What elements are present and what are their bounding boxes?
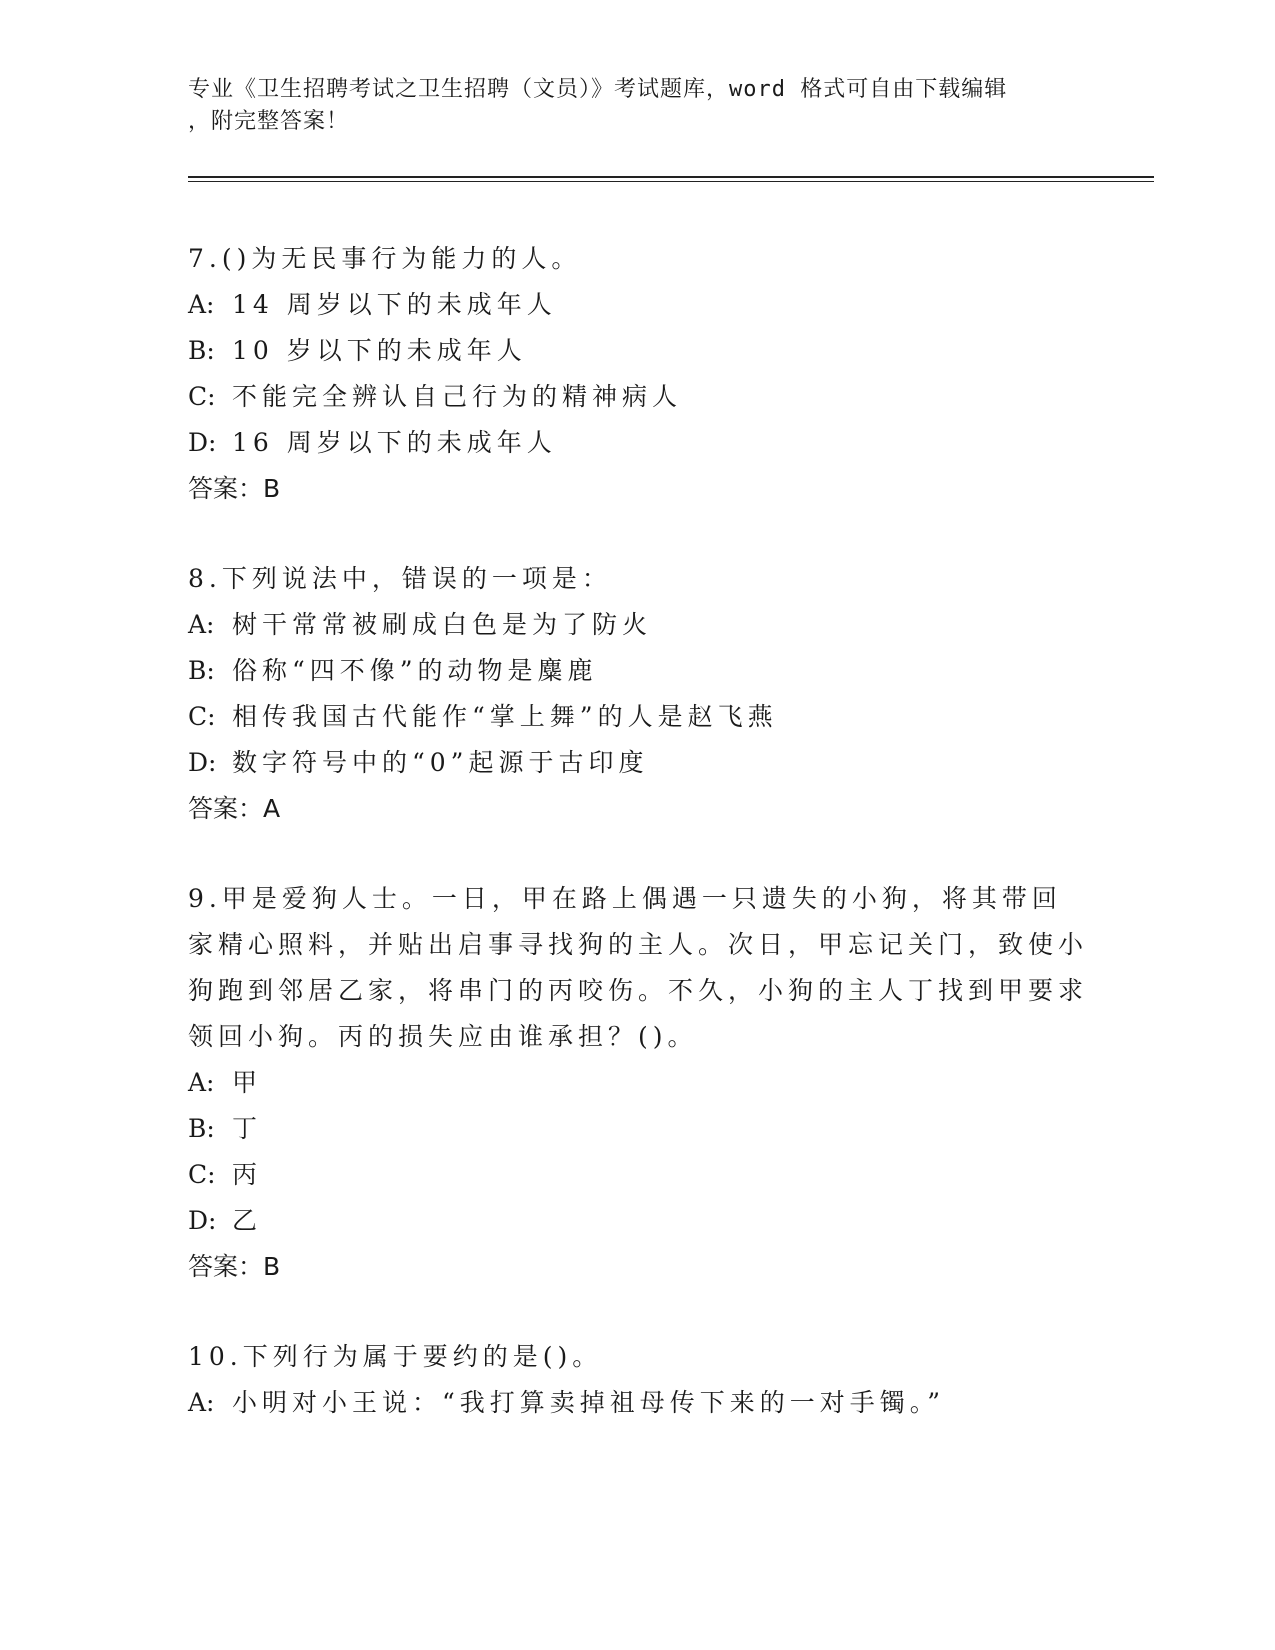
option-text: 14 周岁以下的未成年人 [232, 290, 557, 319]
option-key: D: [188, 748, 217, 777]
answer-label: 答案：A [188, 794, 281, 823]
option-text: 相传我国古代能作“掌上舞”的人是赵飞燕 [232, 702, 778, 731]
option-a [188, 1060, 1088, 1106]
answer-label: 答案：B [188, 1252, 281, 1281]
question-list [188, 236, 1088, 1470]
option-a [188, 282, 1088, 328]
option-text: 丙 [232, 1160, 263, 1189]
option-d [188, 1198, 1088, 1244]
option-key: B: [188, 336, 215, 365]
option-b [188, 328, 1088, 374]
option-text: 不能完全辨认自己行为的精神病人 [232, 382, 683, 411]
option-key: A: [188, 1068, 215, 1097]
option-text: 小明对小王说：“我打算卖掉祖母传下来的一对手镯。” [232, 1388, 946, 1417]
option-c [188, 1152, 1088, 1198]
option-text: 数字符号中的“0”起源于古印度 [232, 748, 649, 777]
option-text: 10 岁以下的未成年人 [232, 336, 527, 365]
option-key: C: [188, 1160, 216, 1189]
option-text: 树干常常被刷成白色是为了防火 [232, 610, 653, 639]
question-10 [188, 1334, 1088, 1426]
option-key: B: [188, 1114, 215, 1143]
header-divider-thin [188, 181, 1154, 182]
option-text: 16 周岁以下的未成年人 [232, 428, 557, 457]
option-key: D: [188, 1206, 217, 1235]
question-9 [188, 876, 1088, 1290]
question-7 [188, 236, 1088, 512]
option-key: C: [188, 702, 216, 731]
answer-label: 答案：B [188, 474, 281, 503]
header-divider-thick [188, 176, 1154, 178]
question-stem: 10.下列行为属于要约的是()。 [188, 1342, 603, 1371]
option-c [188, 374, 1088, 420]
option-text: 丁 [232, 1114, 263, 1143]
option-b [188, 1106, 1088, 1152]
header-line-2: ，附完整答案！ [188, 109, 350, 134]
option-d [188, 740, 1088, 786]
option-d [188, 420, 1088, 466]
option-key: D: [188, 428, 217, 457]
option-text: 俗称“四不像”的动物是麋鹿 [232, 656, 598, 685]
option-key: A: [188, 1388, 215, 1417]
header-line-1: 专业《卫生招聘考试之卫生招聘（文员）》考试题库，word 格式可自由下载编辑 [188, 77, 1008, 102]
option-c [188, 694, 1088, 740]
document-header [188, 74, 1088, 138]
option-text: 乙 [232, 1206, 263, 1235]
question-stem: 7.()为无民事行为能力的人。 [188, 244, 582, 273]
option-text: 甲 [232, 1068, 263, 1097]
option-key: B: [188, 656, 215, 685]
option-key: A: [188, 290, 215, 319]
option-key: A: [188, 610, 215, 639]
question-8 [188, 556, 1088, 832]
option-key: C: [188, 382, 216, 411]
option-a [188, 1380, 1088, 1426]
question-stem: 8.下列说法中，错误的一项是： [188, 564, 612, 593]
option-b [188, 648, 1088, 694]
question-stem: 9.甲是爱狗人士。一日，甲在路上偶遇一只遗失的小狗，将其带回家精心照料，并贴出启事寻找狗的主人。次日，甲忘记关门，致使小狗跑到邻居乙家，将串门的丙咬伤。不久，小狗的主人丁找到甲要求领回小狗。丙的损失应由谁承担？()。 [188, 884, 1089, 1051]
option-a [188, 602, 1088, 648]
